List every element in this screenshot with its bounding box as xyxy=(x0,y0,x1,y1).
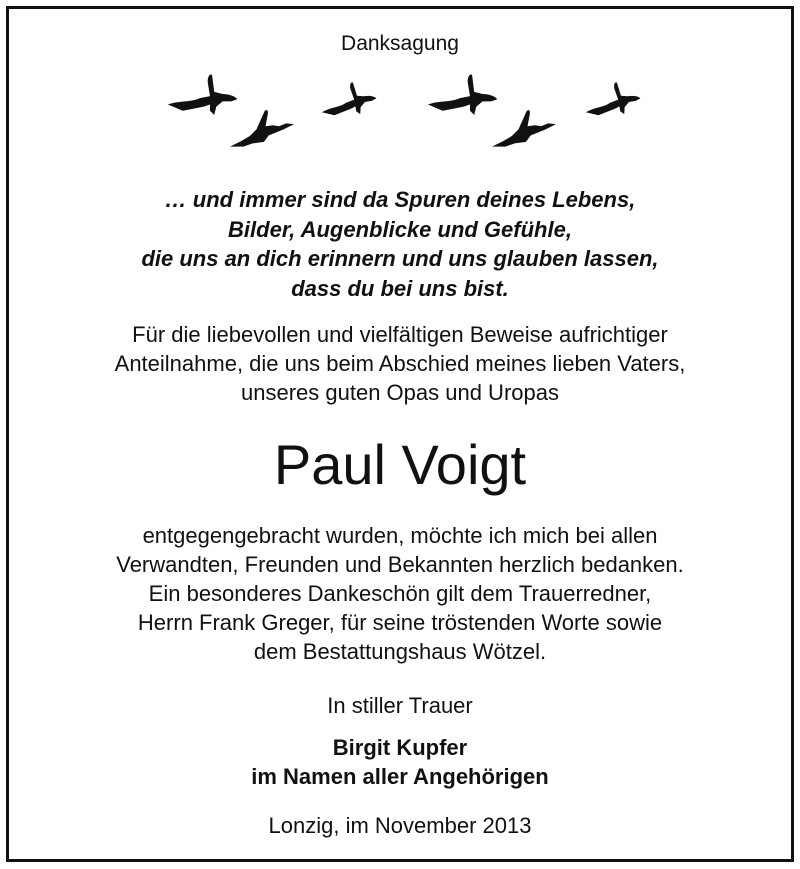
bird-2 xyxy=(226,107,296,149)
deceased-name: Paul Voigt xyxy=(273,433,527,496)
bird-1 xyxy=(168,75,237,115)
signer-block xyxy=(0,733,800,791)
thanks-line: Ein besonderes Dankeschön gilt dem Trauerredner, xyxy=(148,581,652,606)
place-date: Lonzig, im November 2013 xyxy=(268,813,532,838)
signer-relation: im Namen aller Angehörigen xyxy=(251,764,549,789)
quote-line: die uns an dich erinnern und uns glauben lassen, xyxy=(141,246,659,271)
thanks-paragraph xyxy=(0,521,800,666)
intro-paragraph xyxy=(0,320,800,407)
thanks-line: Herrn Frank Greger, für seine tröstenden Worte sowie xyxy=(137,610,663,635)
signer-name: Birgit Kupfer xyxy=(332,735,468,760)
memorial-quote xyxy=(0,185,800,303)
quote-line: dass du bei uns bist. xyxy=(291,275,509,301)
closing-phrase: In stiller Trauer xyxy=(327,693,473,718)
thanks-line: entgegengebracht wurden, möchte ich mich bei allen xyxy=(142,523,658,548)
thanks-line: dem Bestattungshaus Wötzel. xyxy=(253,639,547,664)
bird-4 xyxy=(428,75,497,115)
intro-line: unseres guten Opas und Uropas xyxy=(241,380,559,405)
quote-line: Bilder, Augenblicke und Gefühle, xyxy=(228,216,572,242)
intro-line: Anteilnahme, die uns beim Abschied meines lieben Vaters, xyxy=(114,351,686,376)
intro-line: Für die liebevollen und vielfältigen Beweise aufrichtiger xyxy=(132,322,668,347)
bird-3 xyxy=(318,79,379,121)
notice-heading: Danksagung xyxy=(341,32,459,55)
bird-6 xyxy=(582,79,643,121)
flying-birds-icon xyxy=(160,68,660,163)
thanks-line: Verwandten, Freunden und Bekannten herzlich bedanken. xyxy=(116,552,684,577)
quote-line: … und immer sind da Spuren deines Lebens, xyxy=(164,187,636,212)
bird-5 xyxy=(488,107,558,149)
